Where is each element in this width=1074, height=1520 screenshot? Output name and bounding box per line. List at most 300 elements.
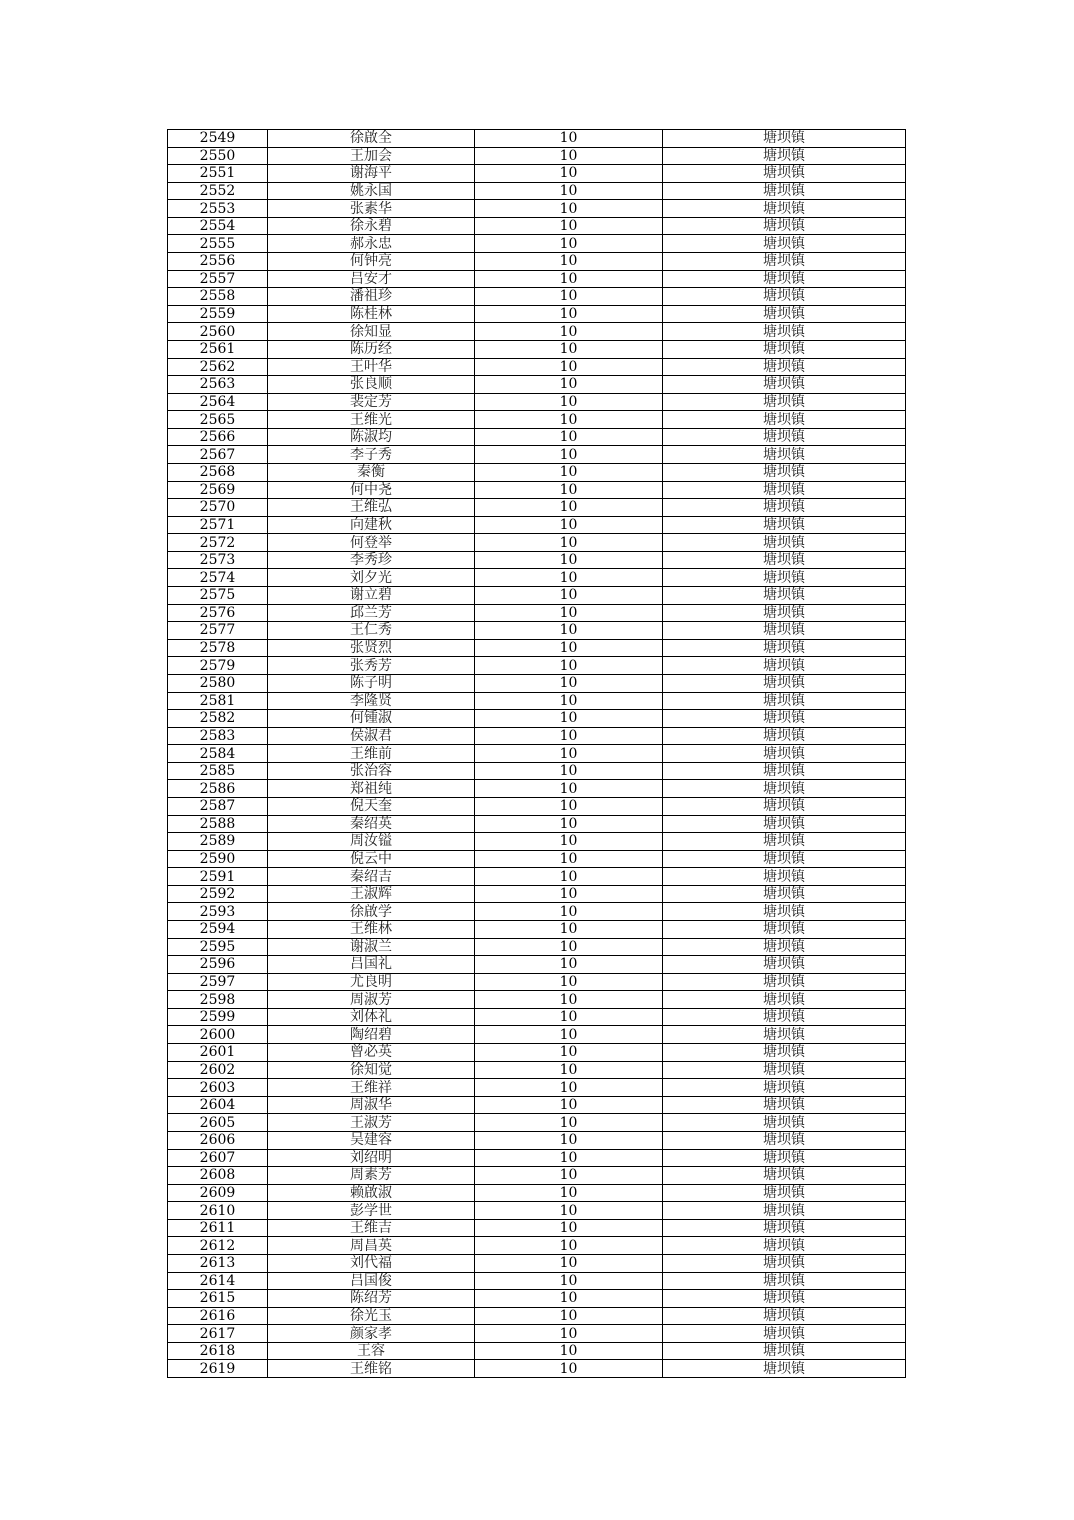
town-cell: 塘坝镇 xyxy=(663,1237,906,1255)
table-row xyxy=(168,1026,906,1044)
row-number-cell: 2583 xyxy=(168,727,268,745)
town-cell: 塘坝镇 xyxy=(663,1360,906,1378)
value-cell: 10 xyxy=(475,428,663,446)
value-cell: 10 xyxy=(475,780,663,798)
name-cell: 王维前 xyxy=(268,745,475,763)
table-row xyxy=(168,1255,906,1273)
name-cell: 陈桂林 xyxy=(268,305,475,323)
value-cell: 10 xyxy=(475,463,663,481)
row-number-cell: 2613 xyxy=(168,1255,268,1273)
town-cell: 塘坝镇 xyxy=(663,938,906,956)
town-cell: 塘坝镇 xyxy=(663,1272,906,1290)
name-cell: 徐啟全 xyxy=(268,130,475,148)
table-row xyxy=(168,1061,906,1079)
value-cell: 10 xyxy=(475,639,663,657)
row-number-cell: 2604 xyxy=(168,1096,268,1114)
row-number-cell: 2587 xyxy=(168,797,268,815)
town-cell: 塘坝镇 xyxy=(663,376,906,394)
value-cell: 10 xyxy=(475,235,663,253)
town-cell: 塘坝镇 xyxy=(663,165,906,183)
table-row xyxy=(168,1307,906,1325)
name-cell: 何锺淑 xyxy=(268,710,475,728)
table-row xyxy=(168,288,906,306)
row-number-cell: 2563 xyxy=(168,376,268,394)
row-number-cell: 2561 xyxy=(168,340,268,358)
town-cell: 塘坝镇 xyxy=(663,1255,906,1273)
row-number-cell: 2580 xyxy=(168,674,268,692)
value-cell: 10 xyxy=(475,358,663,376)
row-number-cell: 2599 xyxy=(168,1008,268,1026)
row-number-cell: 2606 xyxy=(168,1131,268,1149)
value-cell: 10 xyxy=(475,1290,663,1308)
value-cell: 10 xyxy=(475,956,663,974)
row-number-cell: 2553 xyxy=(168,200,268,218)
value-cell: 10 xyxy=(475,288,663,306)
value-cell: 10 xyxy=(475,587,663,605)
town-cell: 塘坝镇 xyxy=(663,1290,906,1308)
name-cell: 陈历经 xyxy=(268,340,475,358)
town-cell: 塘坝镇 xyxy=(663,288,906,306)
table-row xyxy=(168,674,906,692)
value-cell: 10 xyxy=(475,1219,663,1237)
table-row xyxy=(168,727,906,745)
value-cell: 10 xyxy=(475,534,663,552)
value-cell: 10 xyxy=(475,270,663,288)
records-table-body xyxy=(168,130,906,1378)
name-cell: 何登举 xyxy=(268,534,475,552)
value-cell: 10 xyxy=(475,1237,663,1255)
town-cell: 塘坝镇 xyxy=(663,956,906,974)
name-cell: 王维弘 xyxy=(268,499,475,517)
name-cell: 徐知觉 xyxy=(268,1061,475,1079)
name-cell: 徐知显 xyxy=(268,323,475,341)
row-number-cell: 2562 xyxy=(168,358,268,376)
name-cell: 邱兰芳 xyxy=(268,604,475,622)
name-cell: 郝永忠 xyxy=(268,235,475,253)
name-cell: 王加会 xyxy=(268,147,475,165)
table-row xyxy=(168,745,906,763)
table-row xyxy=(168,921,906,939)
town-cell: 塘坝镇 xyxy=(663,850,906,868)
row-number-cell: 2569 xyxy=(168,481,268,499)
value-cell: 10 xyxy=(475,481,663,499)
table-row xyxy=(168,1008,906,1026)
value-cell: 10 xyxy=(475,1184,663,1202)
value-cell: 10 xyxy=(475,1167,663,1185)
table-row xyxy=(168,1184,906,1202)
town-cell: 塘坝镇 xyxy=(663,147,906,165)
row-number-cell: 2566 xyxy=(168,428,268,446)
row-number-cell: 2557 xyxy=(168,270,268,288)
value-cell: 10 xyxy=(475,762,663,780)
row-number-cell: 2605 xyxy=(168,1114,268,1132)
row-number-cell: 2618 xyxy=(168,1342,268,1360)
table-row xyxy=(168,428,906,446)
value-cell: 10 xyxy=(475,147,663,165)
table-row xyxy=(168,1114,906,1132)
table-row xyxy=(168,657,906,675)
table-row xyxy=(168,903,906,921)
table-row xyxy=(168,762,906,780)
value-cell: 10 xyxy=(475,376,663,394)
town-cell: 塘坝镇 xyxy=(663,217,906,235)
name-cell: 何钟亮 xyxy=(268,253,475,271)
town-cell: 塘坝镇 xyxy=(663,780,906,798)
town-cell: 塘坝镇 xyxy=(663,727,906,745)
town-cell: 塘坝镇 xyxy=(663,1307,906,1325)
row-number-cell: 2612 xyxy=(168,1237,268,1255)
town-cell: 塘坝镇 xyxy=(663,991,906,1009)
table-row xyxy=(168,463,906,481)
name-cell: 张素华 xyxy=(268,200,475,218)
table-row xyxy=(168,938,906,956)
table-row xyxy=(168,1096,906,1114)
table-row xyxy=(168,130,906,148)
table-row xyxy=(168,340,906,358)
table-row xyxy=(168,1325,906,1343)
value-cell: 10 xyxy=(475,411,663,429)
value-cell: 10 xyxy=(475,516,663,534)
row-number-cell: 2559 xyxy=(168,305,268,323)
value-cell: 10 xyxy=(475,551,663,569)
table-row xyxy=(168,516,906,534)
town-cell: 塘坝镇 xyxy=(663,710,906,728)
value-cell: 10 xyxy=(475,868,663,886)
value-cell: 10 xyxy=(475,323,663,341)
name-cell: 颜家孝 xyxy=(268,1325,475,1343)
table-row xyxy=(168,1219,906,1237)
table-row xyxy=(168,1131,906,1149)
table-row xyxy=(168,833,906,851)
table-row xyxy=(168,182,906,200)
row-number-cell: 2597 xyxy=(168,973,268,991)
town-cell: 塘坝镇 xyxy=(663,1149,906,1167)
row-number-cell: 2614 xyxy=(168,1272,268,1290)
value-cell: 10 xyxy=(475,1114,663,1132)
table-row xyxy=(168,323,906,341)
value-cell: 10 xyxy=(475,710,663,728)
value-cell: 10 xyxy=(475,1272,663,1290)
table-row xyxy=(168,850,906,868)
value-cell: 10 xyxy=(475,1096,663,1114)
name-cell: 周淑芳 xyxy=(268,991,475,1009)
row-number-cell: 2555 xyxy=(168,235,268,253)
value-cell: 10 xyxy=(475,921,663,939)
name-cell: 王维铭 xyxy=(268,1360,475,1378)
table-row xyxy=(168,1360,906,1378)
town-cell: 塘坝镇 xyxy=(663,797,906,815)
row-number-cell: 2567 xyxy=(168,446,268,464)
row-number-cell: 2576 xyxy=(168,604,268,622)
town-cell: 塘坝镇 xyxy=(663,1167,906,1185)
value-cell: 10 xyxy=(475,1008,663,1026)
row-number-cell: 2594 xyxy=(168,921,268,939)
row-number-cell: 2550 xyxy=(168,147,268,165)
value-cell: 10 xyxy=(475,1360,663,1378)
name-cell: 刘体礼 xyxy=(268,1008,475,1026)
town-cell: 塘坝镇 xyxy=(663,622,906,640)
value-cell: 10 xyxy=(475,1307,663,1325)
row-number-cell: 2592 xyxy=(168,885,268,903)
value-cell: 10 xyxy=(475,692,663,710)
value-cell: 10 xyxy=(475,499,663,517)
town-cell: 塘坝镇 xyxy=(663,815,906,833)
town-cell: 塘坝镇 xyxy=(663,868,906,886)
town-cell: 塘坝镇 xyxy=(663,428,906,446)
name-cell: 彭学世 xyxy=(268,1202,475,1220)
row-number-cell: 2616 xyxy=(168,1307,268,1325)
town-cell: 塘坝镇 xyxy=(663,903,906,921)
name-cell: 尤良明 xyxy=(268,973,475,991)
town-cell: 塘坝镇 xyxy=(663,1202,906,1220)
name-cell: 刘代福 xyxy=(268,1255,475,1273)
name-cell: 王维林 xyxy=(268,921,475,939)
row-number-cell: 2572 xyxy=(168,534,268,552)
name-cell: 倪天奎 xyxy=(268,797,475,815)
row-number-cell: 2590 xyxy=(168,850,268,868)
value-cell: 10 xyxy=(475,305,663,323)
row-number-cell: 2551 xyxy=(168,165,268,183)
value-cell: 10 xyxy=(475,130,663,148)
row-number-cell: 2601 xyxy=(168,1044,268,1062)
town-cell: 塘坝镇 xyxy=(663,973,906,991)
table-row xyxy=(168,991,906,1009)
name-cell: 徐啟学 xyxy=(268,903,475,921)
name-cell: 李子秀 xyxy=(268,446,475,464)
name-cell: 周汝镒 xyxy=(268,833,475,851)
name-cell: 王维祥 xyxy=(268,1079,475,1097)
table-row xyxy=(168,235,906,253)
name-cell: 赖啟淑 xyxy=(268,1184,475,1202)
row-number-cell: 2568 xyxy=(168,463,268,481)
name-cell: 王叶华 xyxy=(268,358,475,376)
name-cell: 王仁秀 xyxy=(268,622,475,640)
town-cell: 塘坝镇 xyxy=(663,762,906,780)
town-cell: 塘坝镇 xyxy=(663,569,906,587)
table-row xyxy=(168,973,906,991)
table-row xyxy=(168,569,906,587)
town-cell: 塘坝镇 xyxy=(663,253,906,271)
name-cell: 王淑辉 xyxy=(268,885,475,903)
table-row xyxy=(168,446,906,464)
name-cell: 张良顺 xyxy=(268,376,475,394)
name-cell: 陶绍碧 xyxy=(268,1026,475,1044)
row-number-cell: 2577 xyxy=(168,622,268,640)
table-row xyxy=(168,780,906,798)
name-cell: 谢海平 xyxy=(268,165,475,183)
town-cell: 塘坝镇 xyxy=(663,1219,906,1237)
name-cell: 姚永国 xyxy=(268,182,475,200)
table-row xyxy=(168,1044,906,1062)
row-number-cell: 2575 xyxy=(168,587,268,605)
table-row xyxy=(168,1342,906,1360)
name-cell: 徐光玉 xyxy=(268,1307,475,1325)
value-cell: 10 xyxy=(475,815,663,833)
table-row xyxy=(168,604,906,622)
town-cell: 塘坝镇 xyxy=(663,446,906,464)
value-cell: 10 xyxy=(475,165,663,183)
row-number-cell: 2558 xyxy=(168,288,268,306)
name-cell: 王容 xyxy=(268,1342,475,1360)
town-cell: 塘坝镇 xyxy=(663,745,906,763)
name-cell: 陈绍芳 xyxy=(268,1290,475,1308)
name-cell: 谢淑兰 xyxy=(268,938,475,956)
name-cell: 向建秋 xyxy=(268,516,475,534)
name-cell: 吕安才 xyxy=(268,270,475,288)
table-row xyxy=(168,868,906,886)
row-number-cell: 2609 xyxy=(168,1184,268,1202)
name-cell: 王维吉 xyxy=(268,1219,475,1237)
town-cell: 塘坝镇 xyxy=(663,1325,906,1343)
town-cell: 塘坝镇 xyxy=(663,534,906,552)
table-row xyxy=(168,1202,906,1220)
town-cell: 塘坝镇 xyxy=(663,463,906,481)
row-number-cell: 2607 xyxy=(168,1149,268,1167)
name-cell: 张秀芳 xyxy=(268,657,475,675)
table-row xyxy=(168,1290,906,1308)
value-cell: 10 xyxy=(475,674,663,692)
name-cell: 何中尧 xyxy=(268,481,475,499)
table-row xyxy=(168,376,906,394)
row-number-cell: 2585 xyxy=(168,762,268,780)
town-cell: 塘坝镇 xyxy=(663,235,906,253)
row-number-cell: 2591 xyxy=(168,868,268,886)
row-number-cell: 2565 xyxy=(168,411,268,429)
table-row xyxy=(168,217,906,235)
value-cell: 10 xyxy=(475,885,663,903)
table-row xyxy=(168,358,906,376)
name-cell: 张治容 xyxy=(268,762,475,780)
value-cell: 10 xyxy=(475,182,663,200)
town-cell: 塘坝镇 xyxy=(663,551,906,569)
row-number-cell: 2549 xyxy=(168,130,268,148)
value-cell: 10 xyxy=(475,727,663,745)
name-cell: 吴建容 xyxy=(268,1131,475,1149)
town-cell: 塘坝镇 xyxy=(663,393,906,411)
value-cell: 10 xyxy=(475,340,663,358)
table-row xyxy=(168,587,906,605)
value-cell: 10 xyxy=(475,657,663,675)
row-number-cell: 2584 xyxy=(168,745,268,763)
town-cell: 塘坝镇 xyxy=(663,200,906,218)
town-cell: 塘坝镇 xyxy=(663,481,906,499)
table-row xyxy=(168,305,906,323)
name-cell: 陈子明 xyxy=(268,674,475,692)
row-number-cell: 2595 xyxy=(168,938,268,956)
value-cell: 10 xyxy=(475,1342,663,1360)
row-number-cell: 2552 xyxy=(168,182,268,200)
table-row xyxy=(168,1079,906,1097)
town-cell: 塘坝镇 xyxy=(663,604,906,622)
row-number-cell: 2596 xyxy=(168,956,268,974)
name-cell: 周昌英 xyxy=(268,1237,475,1255)
town-cell: 塘坝镇 xyxy=(663,1026,906,1044)
row-number-cell: 2586 xyxy=(168,780,268,798)
row-number-cell: 2564 xyxy=(168,393,268,411)
table-row xyxy=(168,411,906,429)
row-number-cell: 2617 xyxy=(168,1325,268,1343)
value-cell: 10 xyxy=(475,745,663,763)
name-cell: 王维光 xyxy=(268,411,475,429)
town-cell: 塘坝镇 xyxy=(663,358,906,376)
row-number-cell: 2608 xyxy=(168,1167,268,1185)
town-cell: 塘坝镇 xyxy=(663,516,906,534)
town-cell: 塘坝镇 xyxy=(663,1114,906,1132)
value-cell: 10 xyxy=(475,850,663,868)
value-cell: 10 xyxy=(475,797,663,815)
table-row xyxy=(168,253,906,271)
table-row xyxy=(168,200,906,218)
row-number-cell: 2593 xyxy=(168,903,268,921)
value-cell: 10 xyxy=(475,253,663,271)
town-cell: 塘坝镇 xyxy=(663,305,906,323)
row-number-cell: 2603 xyxy=(168,1079,268,1097)
table-row xyxy=(168,797,906,815)
table-row xyxy=(168,1237,906,1255)
table-row xyxy=(168,622,906,640)
value-cell: 10 xyxy=(475,991,663,1009)
row-number-cell: 2582 xyxy=(168,710,268,728)
town-cell: 塘坝镇 xyxy=(663,1131,906,1149)
value-cell: 10 xyxy=(475,569,663,587)
value-cell: 10 xyxy=(475,217,663,235)
town-cell: 塘坝镇 xyxy=(663,657,906,675)
value-cell: 10 xyxy=(475,1149,663,1167)
value-cell: 10 xyxy=(475,446,663,464)
town-cell: 塘坝镇 xyxy=(663,885,906,903)
name-cell: 周淑华 xyxy=(268,1096,475,1114)
table-row xyxy=(168,1272,906,1290)
row-number-cell: 2556 xyxy=(168,253,268,271)
name-cell: 裴定芳 xyxy=(268,393,475,411)
value-cell: 10 xyxy=(475,1044,663,1062)
table-row xyxy=(168,499,906,517)
name-cell: 秦绍吉 xyxy=(268,868,475,886)
table-row xyxy=(168,956,906,974)
value-cell: 10 xyxy=(475,903,663,921)
table-row xyxy=(168,393,906,411)
value-cell: 10 xyxy=(475,622,663,640)
town-cell: 塘坝镇 xyxy=(663,499,906,517)
town-cell: 塘坝镇 xyxy=(663,1079,906,1097)
value-cell: 10 xyxy=(475,1325,663,1343)
name-cell: 吕国俊 xyxy=(268,1272,475,1290)
row-number-cell: 2574 xyxy=(168,569,268,587)
town-cell: 塘坝镇 xyxy=(663,833,906,851)
name-cell: 王淑芳 xyxy=(268,1114,475,1132)
row-number-cell: 2571 xyxy=(168,516,268,534)
row-number-cell: 2610 xyxy=(168,1202,268,1220)
name-cell: 郑祖纯 xyxy=(268,780,475,798)
row-number-cell: 2600 xyxy=(168,1026,268,1044)
name-cell: 秦绍英 xyxy=(268,815,475,833)
town-cell: 塘坝镇 xyxy=(663,130,906,148)
table-row xyxy=(168,534,906,552)
town-cell: 塘坝镇 xyxy=(663,1096,906,1114)
table-row xyxy=(168,815,906,833)
town-cell: 塘坝镇 xyxy=(663,1061,906,1079)
row-number-cell: 2581 xyxy=(168,692,268,710)
row-number-cell: 2615 xyxy=(168,1290,268,1308)
town-cell: 塘坝镇 xyxy=(663,182,906,200)
town-cell: 塘坝镇 xyxy=(663,1044,906,1062)
table-row xyxy=(168,270,906,288)
row-number-cell: 2560 xyxy=(168,323,268,341)
name-cell: 陈淑均 xyxy=(268,428,475,446)
row-number-cell: 2578 xyxy=(168,639,268,657)
name-cell: 侯淑君 xyxy=(268,727,475,745)
table-row xyxy=(168,481,906,499)
